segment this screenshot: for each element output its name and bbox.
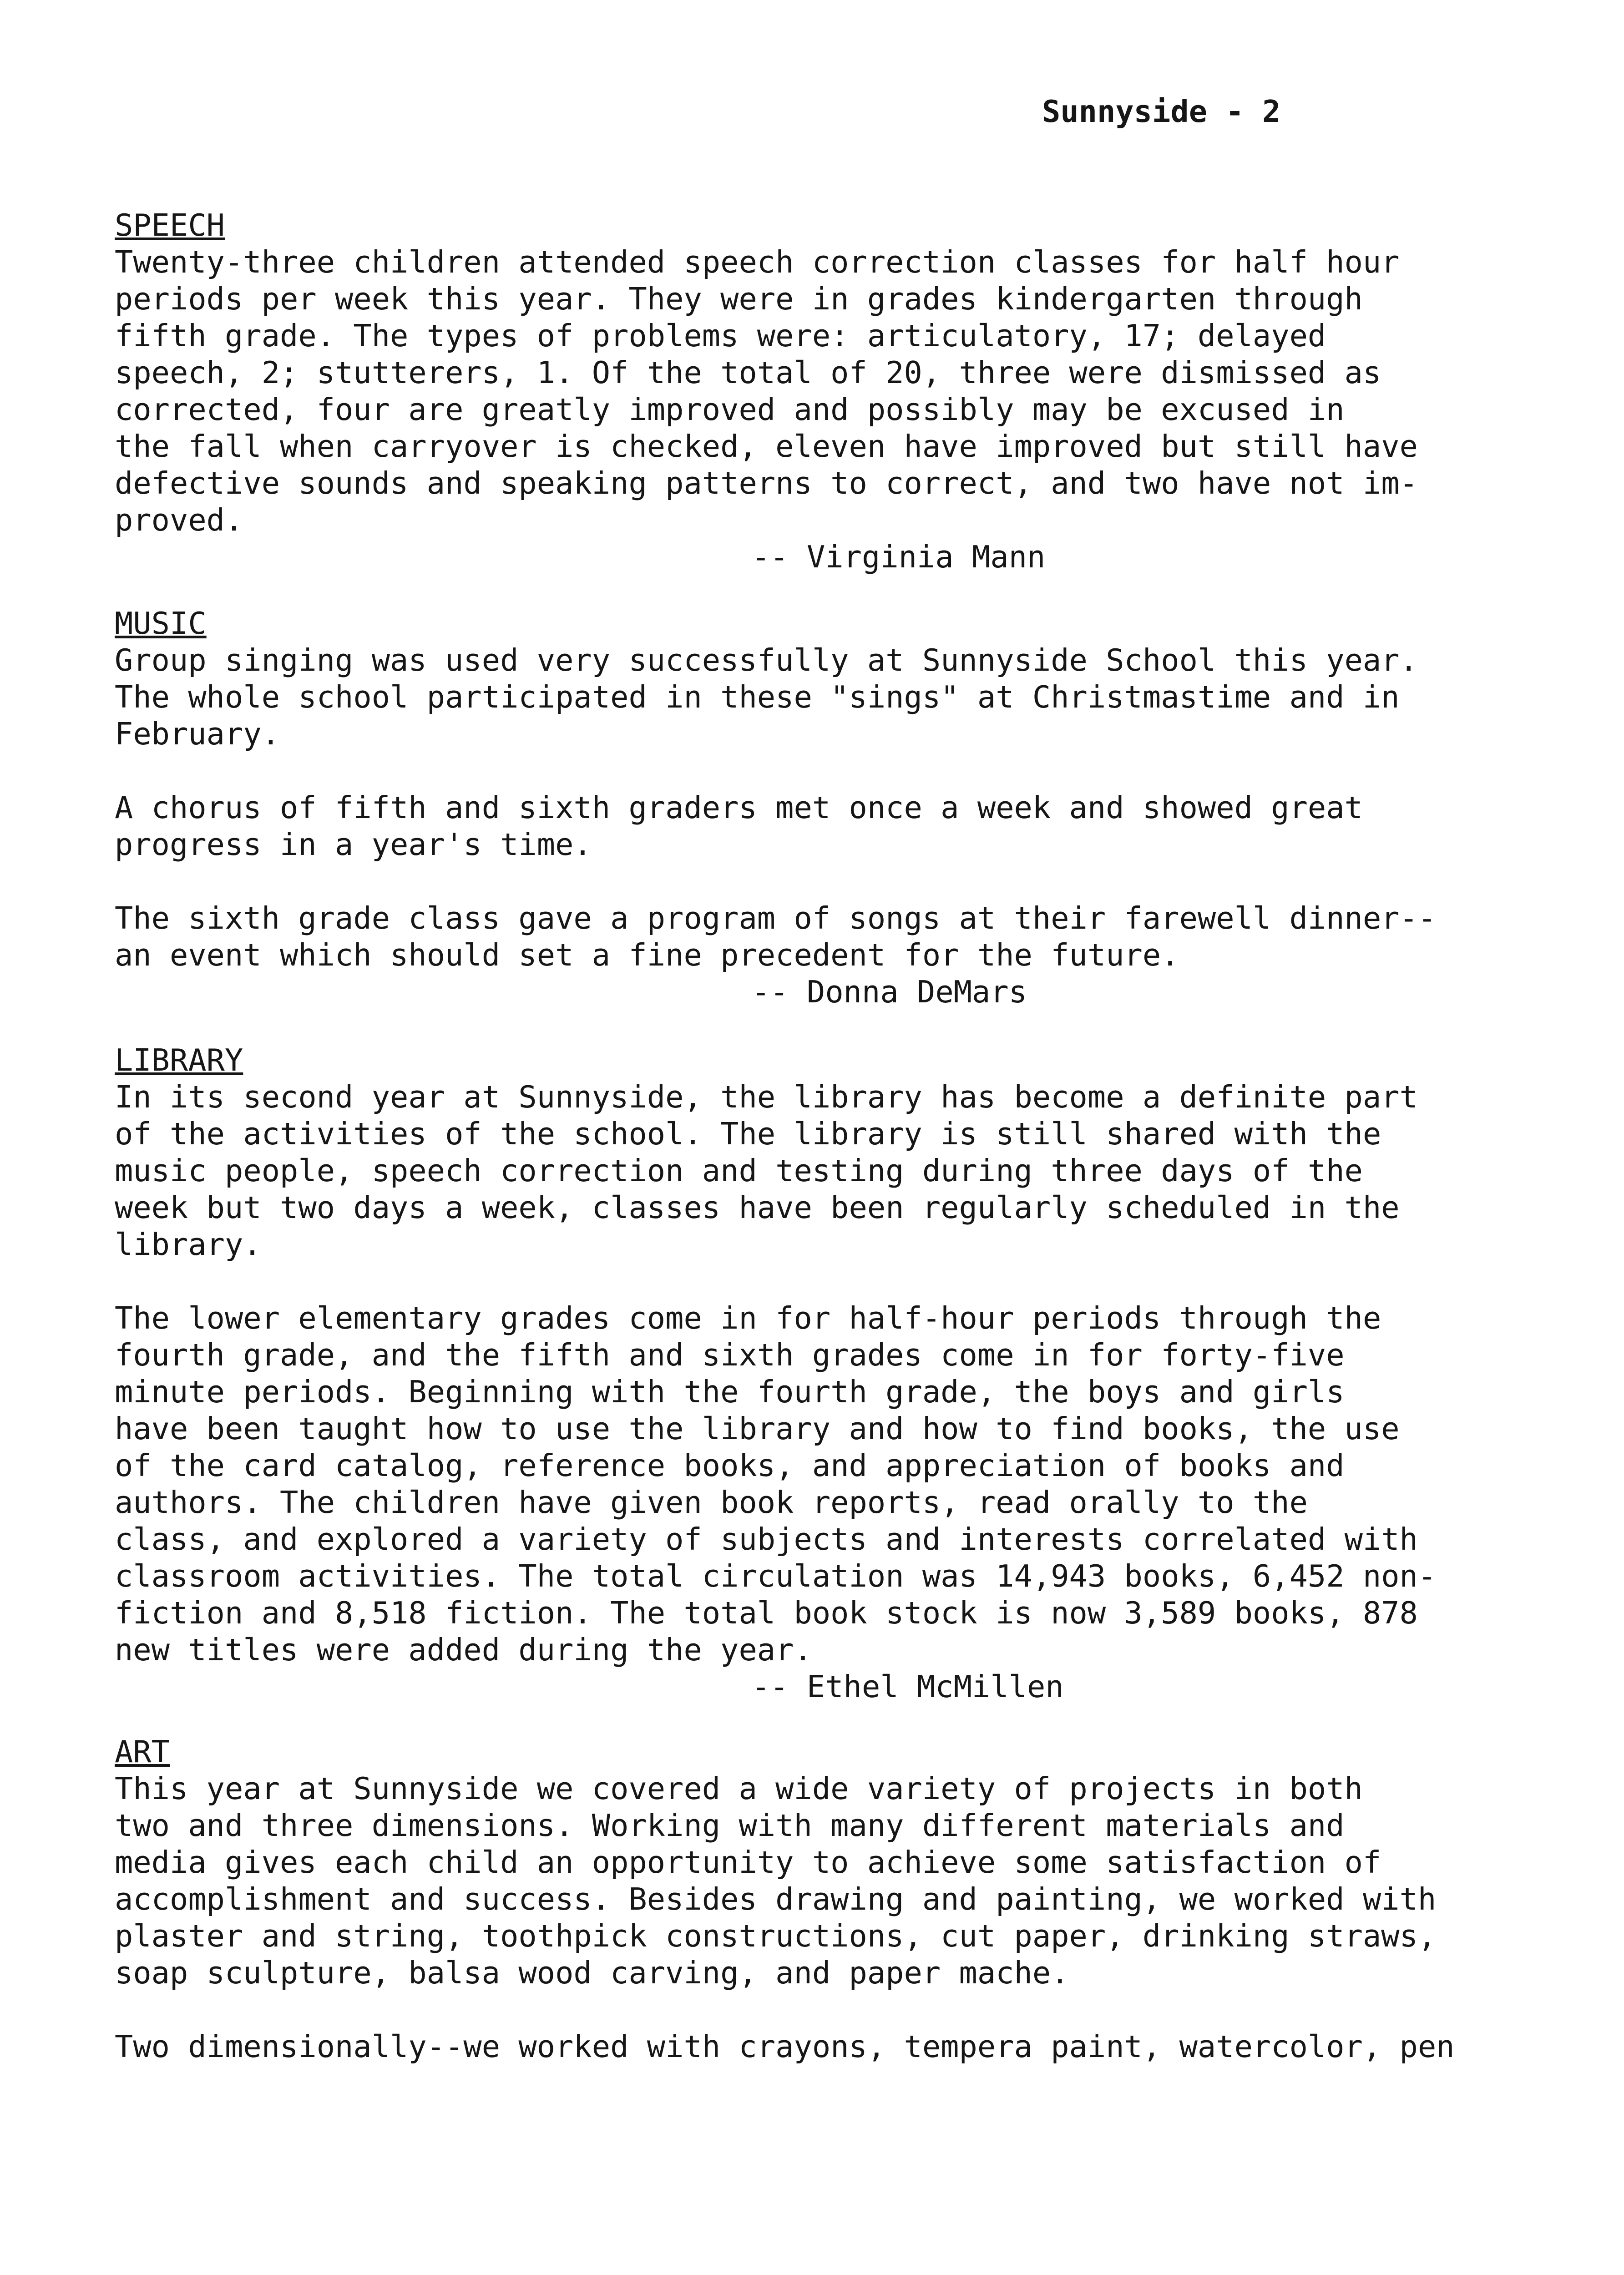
art-section <box>115 1734 1480 2065</box>
library-line: fourth grade, and the fifth and sixth grades come in for forty-five <box>115 1337 1345 1373</box>
library-heading: LIBRARY <box>115 1042 243 1078</box>
art-line: media gives each child an opportunity to achieve some satisfaction of <box>115 1845 1381 1880</box>
speech-line: the fall when carryover is checked, eleven have improved but still have <box>115 429 1418 464</box>
library-line: The lower elementary grades come in for half-hour periods through the <box>115 1300 1381 1336</box>
music-section <box>115 605 1480 1011</box>
music-line: February. <box>115 716 280 752</box>
library-line: minute periods. Beginning with the fourth grade, the boys and girls <box>115 1374 1345 1410</box>
library-section <box>115 1042 1480 1705</box>
music-line: The whole school participated in these "sings" at Christmastime and in <box>115 679 1400 715</box>
library-line: have been taught how to use the library and how to find books, the use <box>115 1411 1400 1446</box>
speech-line: speech, 2; stutterers, 1. Of the total of 20, three were dismissed as <box>115 355 1381 390</box>
library-line: fiction and 8,518 fiction. The total book stock is now 3,589 books, 878 <box>115 1595 1418 1631</box>
page-number: Sunnyside - 2 <box>1042 94 1281 129</box>
library-line: of the activities of the school. The library is still shared with the <box>115 1116 1381 1152</box>
art-line: This year at Sunnyside we covered a wide variety of projects in both <box>115 1771 1363 1806</box>
art-heading: ART <box>115 1734 170 1769</box>
paragraph-gap <box>115 1263 1480 1300</box>
library-line: classroom activities. The total circulation was 14,943 books, 6,452 non- <box>115 1558 1437 1594</box>
speech-line: corrected, four are greatly improved and possibly may be excused in <box>115 392 1345 427</box>
music-line: progress in a year's time. <box>115 827 592 862</box>
music-line: The sixth grade class gave a program of songs at their farewell dinner-- <box>115 900 1437 936</box>
music-heading: MUSIC <box>115 606 207 641</box>
music-line: Group singing was used very successfully at Sunnyside School this year. <box>115 642 1418 678</box>
art-line: soap sculpture, balsa wood carving, and paper mache. <box>115 1955 1069 1991</box>
speech-line: periods per week this year. They were in grades kindergarten through <box>115 281 1363 317</box>
speech-line: proved. <box>115 502 243 538</box>
speech-heading: SPEECH <box>115 207 225 243</box>
speech-line: defective sounds and speaking patterns to correct, and two have not im- <box>115 465 1418 501</box>
library-line: authors. The children have given book reports, read orally to the <box>115 1485 1308 1520</box>
music-line: an event which should set a fine precedent for the future. <box>115 937 1179 973</box>
library-line: new titles were added during the year. <box>115 1632 812 1668</box>
art-line: Two dimensionally--we worked with crayons, tempera paint, watercolor, pen <box>115 2029 1455 2064</box>
library-line: week but two days a week, classes have been regularly scheduled in the <box>115 1190 1400 1225</box>
speech-line: fifth grade. The types of problems were: articulatory, 17; delayed <box>115 318 1326 354</box>
art-line: accomplishment and success. Besides drawing and painting, we worked with <box>115 1881 1437 1917</box>
speech-signature: -- Virginia Mann <box>752 539 1046 575</box>
paragraph-gap <box>115 863 1480 900</box>
music-line: A chorus of fifth and sixth graders met once a week and showed great <box>115 790 1363 825</box>
library-line: library. <box>115 1227 262 1262</box>
paragraph-gap <box>115 1992 1480 2028</box>
art-line: plaster and string, toothpick constructions, cut paper, drinking straws, <box>115 1918 1437 1954</box>
art-line: two and three dimensions. Working with many different materials and <box>115 1808 1345 1843</box>
library-signature: -- Ethel McMillen <box>752 1669 1064 1704</box>
library-line: of the card catalog, reference books, and appreciation of books and <box>115 1448 1345 1483</box>
music-signature: -- Donna DeMars <box>752 974 1027 1010</box>
library-line: music people, speech correction and testing during three days of the <box>115 1153 1363 1188</box>
library-line: In its second year at Sunnyside, the library has become a definite part <box>115 1079 1418 1115</box>
library-line: class, and explored a variety of subjects and interests correlated with <box>115 1522 1418 1557</box>
speech-section <box>115 207 1480 576</box>
paragraph-gap <box>115 753 1480 789</box>
speech-line: Twenty-three children attended speech correction classes for half hour <box>115 244 1400 280</box>
